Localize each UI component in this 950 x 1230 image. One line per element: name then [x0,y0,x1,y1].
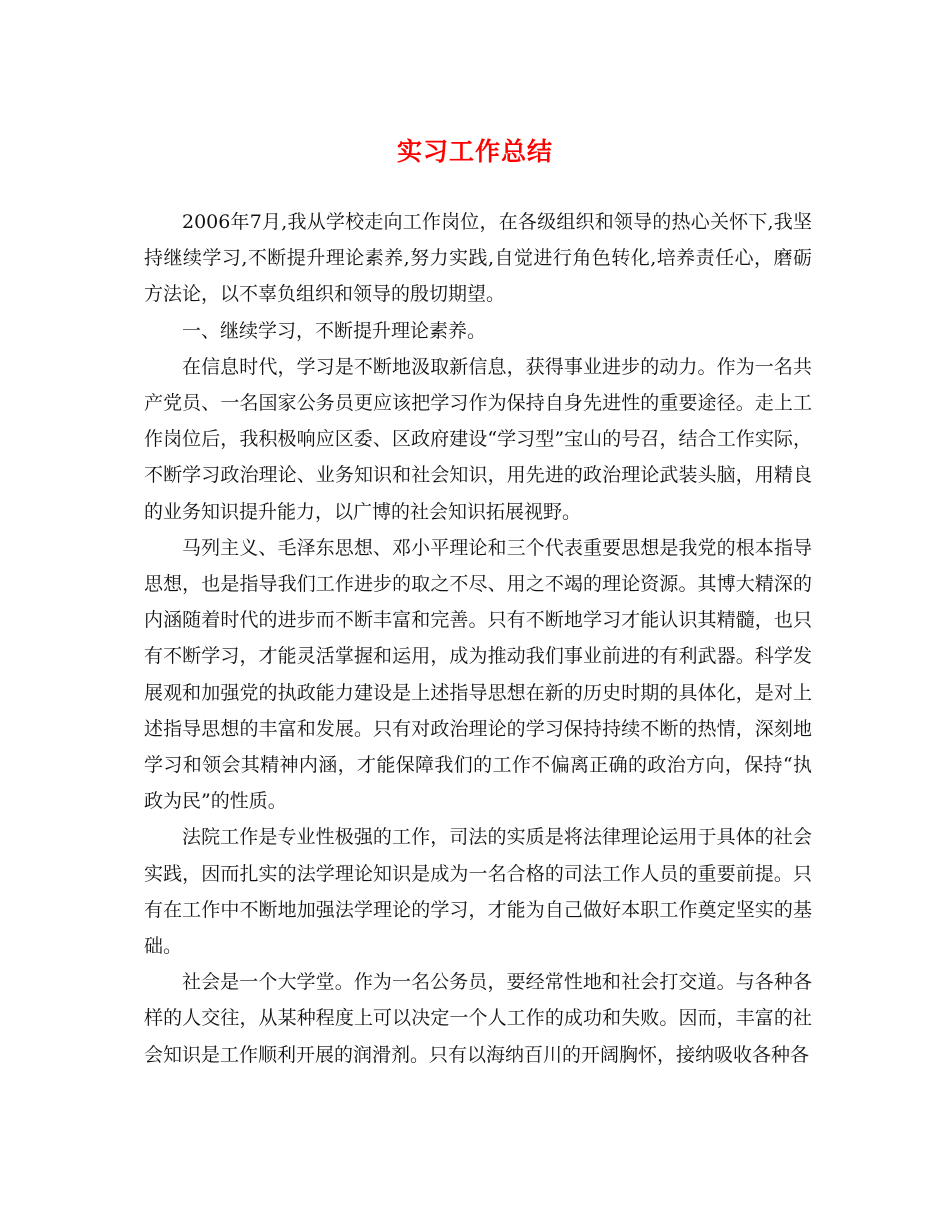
paragraph-information-age: 在信息时代，学习是不断地汲取新信息，获得事业进步的动力。作为一名共产党员、一名国家公务员更应该把学习作为保持自身先进性的重要途径。走上工作岗位后，我积极响应区委、区政府建设“学习型”宝山的号召，结合工作实际，不断学习政治理论、业务知识和社会知识，用先进的政治理论武装头脑，用精良的业务知识提升能力，以广博的社会知识拓展视野。 [144,355,812,523]
paragraph-intro: 2006年7月,我从学校走向工作岗位，在各级组织和领导的热心关怀下,我坚持继续学习,不断提升理论素养,努力实践,自觉进行角色转化,培养责任心，磨砺方法论，以不辜负组织和领导的殷切期望。 [144,211,812,306]
document-title: 实习工作总结 [396,137,553,166]
paragraph-court-work: 法院工作是专业性极强的工作，司法的实质是将法律理论运用于具体的社会实践，因而扎实的法学理论知识是成为一名合格的司法工作人员的重要前提。只有在工作中不断地加强法学理论的学习，才能为自己做好本职工作奠定坚实的基础。 [144,826,812,958]
paragraph-guiding-ideology: 马列主义、毛泽东思想、邓小平理论和三个代表重要思想是我党的根本指导思想，也是指导我们工作进步的取之不尽、用之不竭的理论资源。其博大精深的内涵随着时代的进步而不断丰富和完善。只有不断地学习才能认识其精髓，也只有不断学习，才能灵活掌握和运用，成为推动我们事业前进的有利武器。科学发展观和加强党的执政能力建设是上述指导思想在新的历史时期的具体化，是对上述指导思想的丰富和发展。只有对政治理论的学习保持持续不断的热情，深刻地学习和领会其精神内涵，才能保障我们的工作不偏离正确的政治方向，保持“执政为民”的性质。 [144,536,812,813]
paragraph-section-heading: 一、继续学习，不断提升理论素养。 [182,319,487,342]
document-body [144,204,812,1073]
paragraph-social-knowledge: 社会是一个大学堂。作为一名公务员，要经常性地和社会打交道。与各种各样的人交往，从某种程度上可以决定一个人工作的成功和失败。因而，丰富的社会知识是工作顺利开展的润滑剂。只有以海纳百川的开阔胸怀，接纳吸收各种各 [144,971,812,1066]
